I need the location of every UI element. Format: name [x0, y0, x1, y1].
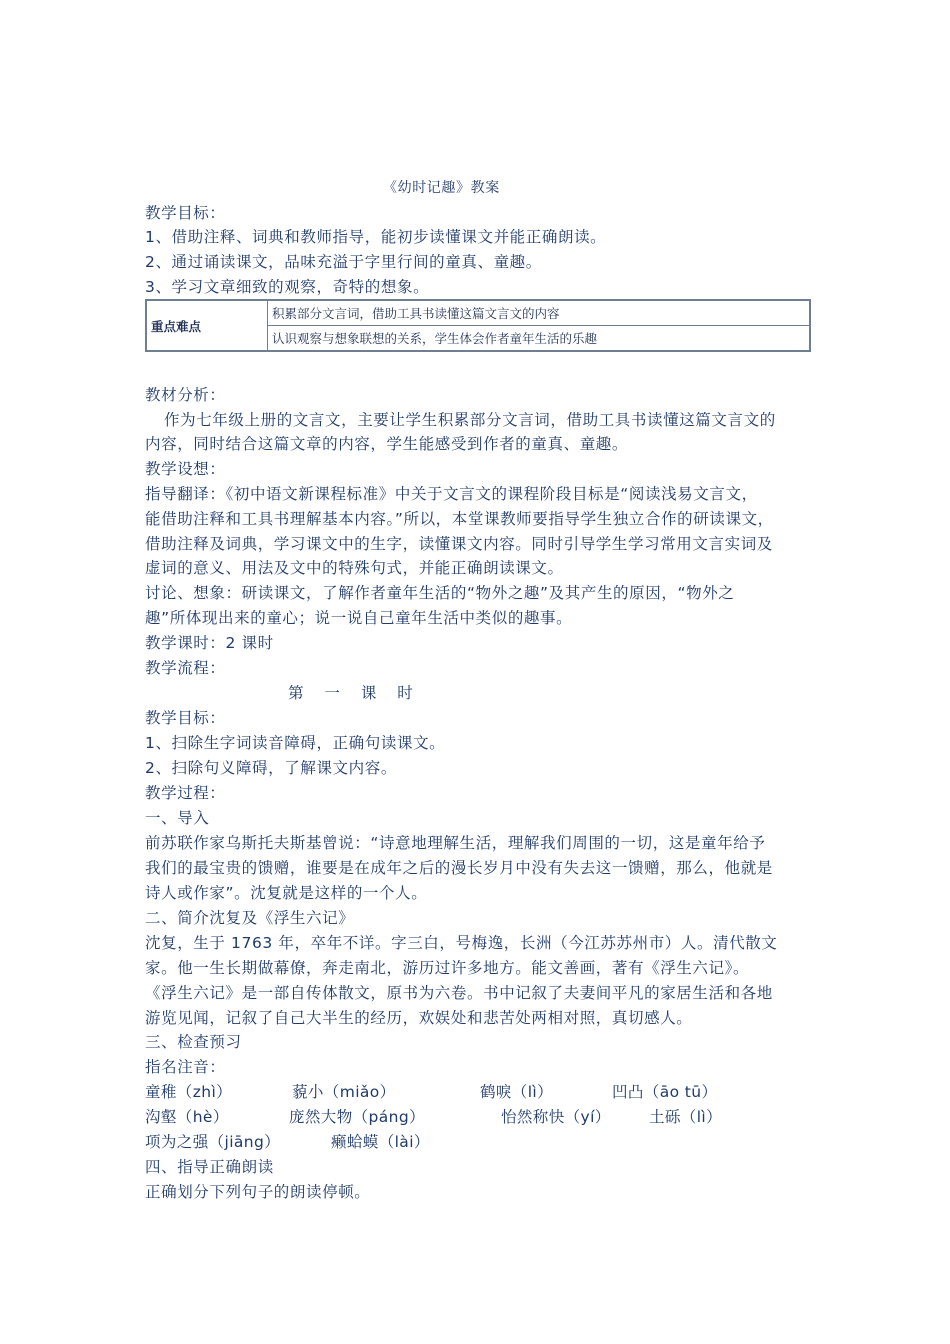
design-line: 借助注释及词典，学习课文中的生字，读懂课文内容。同时引导学生学习常用文言实词及 [145, 535, 773, 553]
phonetic-item: 藐小（miǎo） [292, 1083, 396, 1101]
reading-line: 正确划分下列句子的朗读停顿。 [145, 1183, 371, 1201]
process-heading: 教学过程： [145, 784, 226, 802]
intro-heading: 一、导入 [145, 809, 210, 827]
intro-line: 我们的最宝贵的馈赠，谁要是在成年之后的漫长岁月中没有失去这一馈赠，那么，他就是 [145, 859, 773, 877]
focus-label: 重点难点 [146, 300, 268, 351]
goal-item: 2、通过诵读课文，品味充溢于字里行间的童真、童趣。 [145, 253, 542, 271]
phonetic-heading: 指名注音： [145, 1058, 226, 1076]
document-title: 《幼时记趣》教案 [383, 180, 500, 196]
bio-line: 家。他一生长期做幕僚，奔走南北，游历过许多地方。能文善画，著有《浮生六记》。 [145, 959, 750, 977]
design-line: 指导翻译：《初中语文新课程标准》中关于文言文的课程阶段目标是“阅读浅易文言文， [145, 485, 758, 503]
phonetic-item: 庞然大物（páng） [289, 1108, 426, 1126]
design-line: 虚词的意义、用法及文中的特殊句式，并能正确朗读课文。 [145, 559, 564, 577]
design-line: 能借助注释和工具书理解基本内容。”所以，本堂课教师要指导学生独立合作的研读课文， [145, 510, 774, 528]
phonetic-item: 鹤唳（lì） [480, 1083, 554, 1101]
flow-heading: 教学流程： [145, 659, 226, 677]
phonetic-item: 癞蛤蟆（lài） [331, 1133, 430, 1151]
bio-line: 《浮生六记》是一部自传体散文，原书为六卷。书中记叙了夫妻间平凡的家居生活和各地 [145, 984, 773, 1002]
focus-cell: 积累部分文言词，借助工具书读懂这篇文言文的内容 [268, 300, 811, 326]
goal-item: 1、借助注释、词典和教师指导，能初步读懂课文并能正确朗读。 [145, 228, 607, 246]
focus-table [145, 299, 811, 352]
reading-heading: 四、指导正确朗读 [145, 1158, 274, 1176]
phonetic-item: 土砾（lì） [649, 1108, 723, 1126]
design-line: 讨论、想象：研读课文，了解作者童年生活的“物外之趣”及其产生的原因，“物外之 [145, 584, 735, 602]
phonetic-item: 沟壑（hè） [145, 1108, 229, 1126]
analysis-line: 作为七年级上册的文言文，主要让学生积累部分文言词，借助工具书读懂这篇文言文的 [164, 411, 776, 429]
phonetic-item: 童稚（zhì） [145, 1083, 233, 1101]
intro-line: 诗人或作家”。沈复就是这样的一个人。 [145, 884, 428, 902]
phonetic-item: 凹凸（āo tū） [612, 1083, 718, 1101]
bio-line: 游览见闻，记叙了自己大半生的经历，欢娱处和悲苦处两相对照，真切感人。 [145, 1009, 693, 1027]
lesson-goal-item: 1、扫除生字词读音障碍，正确句读课文。 [145, 734, 446, 752]
analysis-line: 内容，同时结合这篇文章的内容，学生能感受到作者的童真、童趣。 [145, 435, 629, 453]
lesson-heading: 第 一 课 时 [288, 684, 421, 702]
goal-item: 3、学习文章细致的观察，奇特的想象。 [145, 278, 430, 296]
phonetic-item: 怡然称快（yí） [501, 1108, 611, 1126]
design-heading: 教学设想： [145, 460, 226, 478]
lesson-goals-heading: 教学目标： [145, 709, 226, 727]
table-row [146, 300, 810, 326]
intro-line: 前苏联作家乌斯托夫斯基曾说：“诗意地理解生活，理解我们周围的一切，这是童年给予 [145, 834, 766, 852]
hours-line: 教学课时：2 课时 [145, 634, 274, 652]
bio-heading: 二、简介沈复及《浮生六记》 [145, 909, 355, 927]
phonetic-item: 项为之强（jiāng） [145, 1133, 281, 1151]
analysis-heading: 教材分析： [145, 386, 226, 404]
focus-cell: 认识观察与想象联想的关系，学生体会作者童年生活的乐趣 [268, 326, 811, 352]
design-line: 趣”所体现出来的童心；说一说自己童年生活中类似的趣事。 [145, 609, 573, 627]
goals-heading: 教学目标： [145, 204, 226, 222]
preview-heading: 三、检查预习 [145, 1033, 242, 1051]
bio-line: 沈复，生于 1763 年，卒年不详。字三白，号梅逸，长洲（今江苏苏州市）人。清代散文 [145, 934, 778, 952]
lesson-goal-item: 2、扫除句义障碍，了解课文内容。 [145, 759, 397, 777]
